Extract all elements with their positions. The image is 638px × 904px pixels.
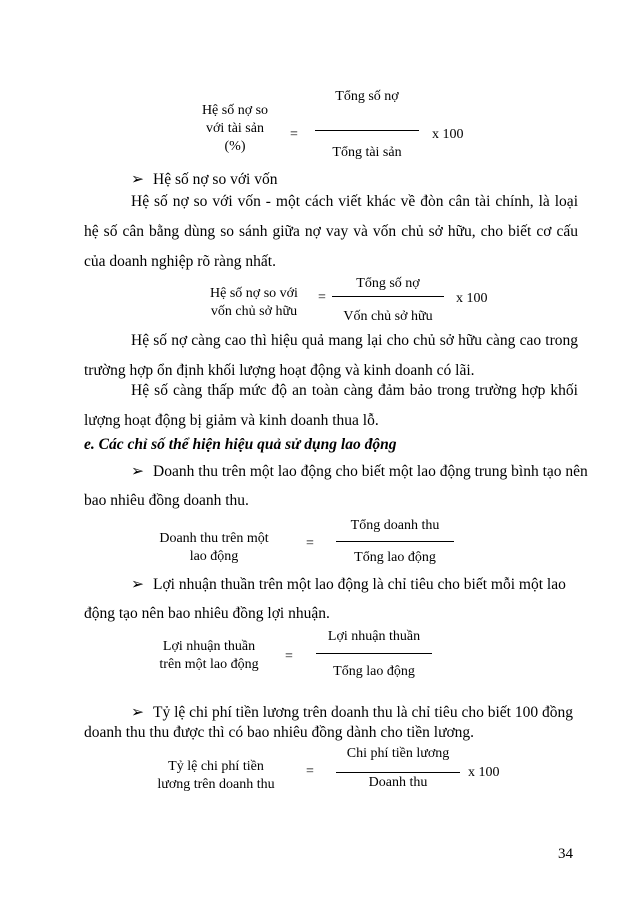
formula2-lhs — [198, 285, 310, 321]
formula1-multiplier: x 100 — [432, 127, 464, 142]
formula1-fraction-bar — [315, 130, 419, 131]
formula3-numerator: Tổng doanh thu — [350, 518, 440, 533]
formula4-numerator: Lợi nhuận thuần — [327, 629, 421, 644]
bullet-item — [131, 575, 566, 594]
formula2-lhs-line: Hệ số nợ so với — [210, 286, 298, 301]
formula1-lhs-line: Hệ số nợ so — [201, 103, 269, 118]
formula1-denominator: Tổng tài sản — [332, 145, 402, 160]
formula2-denominator: Vốn chủ sở hữu — [343, 309, 433, 324]
formula2-equals: = — [318, 290, 326, 305]
formula4-fraction-bar — [316, 653, 432, 654]
formula1-lhs — [180, 102, 290, 156]
section-heading: e. Các chỉ số thể hiện hiệu quả sử dụng lao động — [84, 436, 397, 453]
formula5-multiplier: x 100 — [468, 765, 500, 780]
formula5-lhs — [144, 758, 288, 794]
paragraph: Hệ số càng thấp mức độ an toàn càng đảm bảo trong trường hợp khối lượng hoạt động bị giảm và kinh doanh thua lỗ. — [84, 382, 578, 429]
formula1-lhs-line: (%) — [224, 139, 246, 154]
formula5-denominator: Doanh thu — [368, 775, 428, 790]
formula4-denominator: Tổng lao động — [333, 664, 415, 679]
bullet-item — [131, 462, 588, 481]
formula2-multiplier: x 100 — [456, 291, 488, 306]
formula4-equals: = — [285, 649, 293, 664]
bullet-continuation: bao nhiêu đồng doanh thu. — [84, 492, 249, 509]
bullet-continuation: doanh thu thu được thì có bao nhiêu đồng dành cho tiền lương. — [84, 724, 475, 741]
formula2-fraction-bar — [332, 296, 444, 297]
bullet-continuation: động tạo nên bao nhiêu đồng lợi nhuận. — [84, 605, 330, 622]
paragraph: Hệ số nợ so với vốn - một cách viết khác về đòn cân tài chính, là loại hệ số cân bằng dùng so sánh giữa nợ vay và vốn chủ sở hữu, cho biết cơ cấu của doanh nghiệp rõ ràng nhất. — [84, 193, 578, 270]
bullet-text: Lợi nhuận thuần trên một lao động là chỉ tiêu cho biết mỗi một lao — [153, 576, 566, 593]
formula4-lhs-line: trên một lao động — [159, 657, 259, 672]
page-number: 34 — [558, 846, 573, 862]
bullet-text: Hệ số nợ so với vốn — [153, 171, 278, 188]
formula1-equals: = — [290, 127, 298, 142]
formula2-lhs-line: vốn chủ sở hữu — [210, 304, 298, 319]
formula3-denominator: Tổng lao động — [354, 550, 436, 565]
formula3-equals: = — [306, 536, 314, 551]
formula1-lhs-line: với tài sản — [206, 121, 264, 136]
formula3-lhs-line: lao động — [189, 549, 239, 564]
arrow-bullet-icon: ➢ — [131, 171, 144, 188]
formula1-numerator: Tổng số nợ — [335, 89, 399, 104]
bullet-item — [131, 703, 573, 722]
bullet-text: Doanh thu trên một lao động cho biết một lao động trung bình tạo nên — [153, 463, 588, 480]
formula5-numerator: Chi phí tiền lương — [346, 746, 450, 761]
formula2-numerator: Tổng số nợ — [356, 276, 420, 291]
formula4-lhs — [146, 638, 272, 674]
arrow-bullet-icon: ➢ — [131, 463, 144, 480]
arrow-bullet-icon: ➢ — [131, 576, 144, 593]
formula5-lhs-line: lương trên doanh thu — [157, 777, 275, 792]
arrow-bullet-icon: ➢ — [131, 704, 144, 721]
formula3-lhs — [148, 530, 280, 566]
formula3-lhs-line: Doanh thu trên một — [159, 531, 269, 546]
paragraph: Hệ số nợ càng cao thì hiệu quả mang lại cho chủ sở hữu càng cao trong trường hợp ổn định khối lượng hoạt động và kinh doanh có lãi. — [84, 332, 578, 379]
formula4-lhs-line: Lợi nhuận thuần — [162, 639, 256, 654]
formula5-fraction-bar — [336, 772, 460, 773]
formula5-lhs-line: Tỷ lệ chi phí tiền — [168, 759, 264, 774]
bullet-text: Tỷ lệ chi phí tiền lương trên doanh thu là chỉ tiêu cho biết 100 đồng — [153, 704, 573, 721]
formula3-fraction-bar — [336, 541, 454, 542]
formula5-equals: = — [306, 764, 314, 779]
